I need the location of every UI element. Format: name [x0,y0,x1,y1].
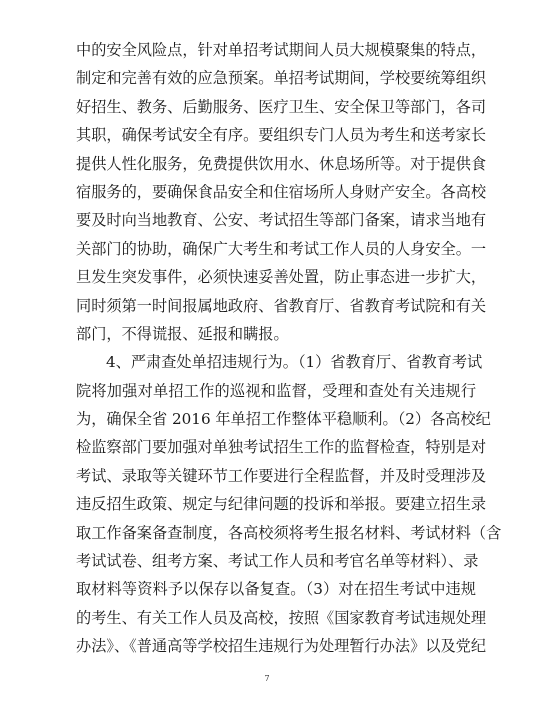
text-line-1: 中的安全风险点，针对单招考试期间人员大规模聚集的特点， [76,41,487,59]
text-line-9: 旦发生突发事件，必须快速妥善处置，防止事态进一步扩大， [76,268,487,287]
text-line-4: 其职，确保考试安全有序。要组织专门人员为考生和送考家长 [76,126,487,145]
text-line-15: 检监察部门要加强对单独考试招生工作的监督检查，特别是对 [76,438,487,457]
text-line-11: 部门，不得谎报、延报和瞒报。 [76,324,289,343]
text-line-10: 同时须第一时间报属地政府、省教育厅、省教育考试院和有关 [76,296,487,315]
text-line-21: 的考生、有关工作人员及高校，按照《国家教育考试违规处理 [76,608,487,627]
text-line-7: 要及时向当地教育、公安、考试招生等部门备案，请求当地有 [76,211,487,230]
text-line-3: 好招生、教务、后勤服务、医疗卫生、安全保卫等部门，各司 [76,97,487,116]
text-line-17: 违反招生政策、规定与纪律问题的投诉和举报。要建立招生录 [76,495,487,514]
text-line-12: 4、严肃查处单招违规行为。（1）省教育厅、省教育考试 [106,353,483,372]
text-line-6: 宿服务的，要确保食品安全和住宿场所人身财产安全。各高校 [76,182,487,201]
text-line-16: 考试、录取等关键环节工作要进行全程监督，并及时受理涉及 [76,466,487,485]
text-line-22: 办法》、《普通高等学校招生违规行为处理暂行办法》以及党纪 [76,637,487,656]
text-line-18: 取工作备案备查制度，各高校须将考生报名材料、考试材料（含 [76,523,502,542]
text-line-2: 制定和完善有效的应急预案。单招考试期间，学校要统筹组织 [76,69,487,88]
text-line-14: 为，确保全省 2016 年单招工作整体平稳顺利。（2）各高校纪 [76,410,491,429]
text-line-19: 考试试卷、组考方案、考试工作人员和考官名单等材料）、录 [76,552,479,571]
text-line-8: 关部门的协助，确保广大考生和考试工作人员的人身安全。一 [76,239,487,258]
text-line-5: 提供人性化服务，免费提供饮用水、休息场所等。对于提供食 [76,154,487,173]
text-line-20: 取材料等资料予以保存以备复查。（3）对在招生考试中违规 [76,580,476,599]
body-text [76,36,502,661]
page-number: 7 [264,674,270,683]
text-line-13: 院将加强对单招工作的巡视和监督，受理和查处有关违规行 [76,381,476,400]
